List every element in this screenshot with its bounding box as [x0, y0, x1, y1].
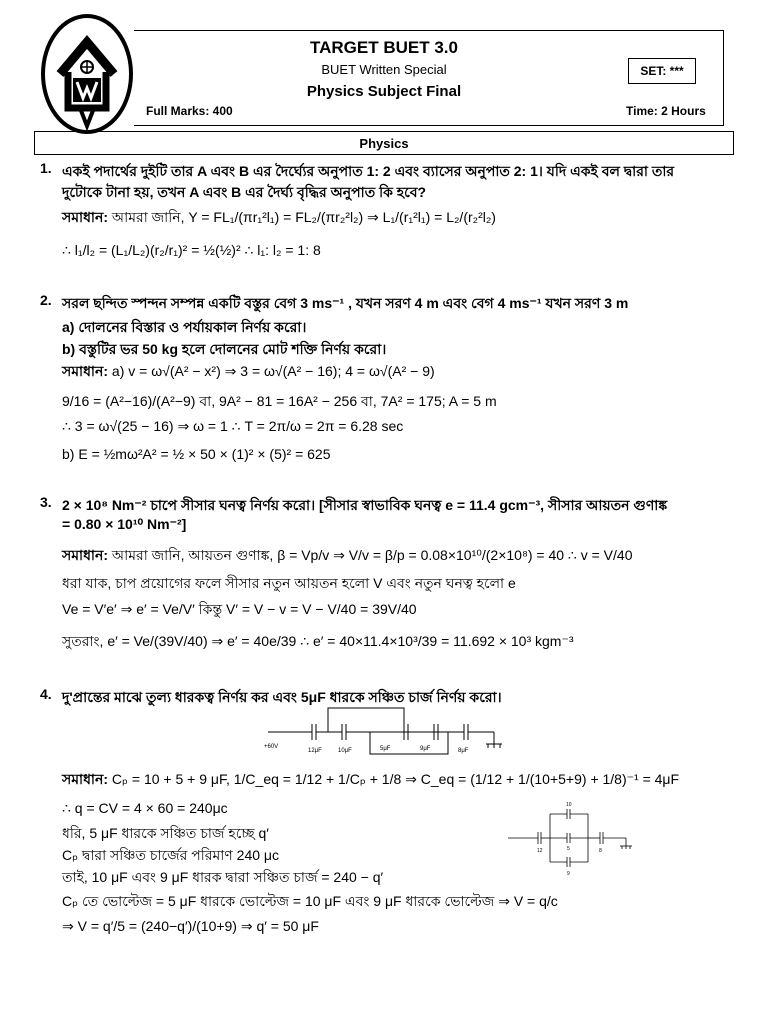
- q4-solution3: ধরি, 5 μF ধারকে সঞ্চিত চার্জ হচ্ছে q′: [62, 825, 269, 841]
- q2-sol-label: সমাধান:: [62, 363, 109, 379]
- circuit-c12-label: 12μF: [308, 748, 322, 754]
- section-title: Physics: [34, 131, 734, 155]
- q2-solution1: [62, 360, 435, 384]
- q4-solution5: তাই, 10 μF এবং 9 μF ধারক দ্বারা সঞ্চিত চার্জ = 240 − q′: [62, 869, 384, 885]
- q4-number: 4.: [40, 686, 52, 702]
- time: Time: 2 Hours: [626, 104, 706, 118]
- q4-sol-label: সমাধান:: [62, 771, 109, 787]
- q4-solution2: ∴ q = CV = 4 × 60 = 240μc: [62, 800, 228, 816]
- q1-solution2: ∴ l₁/l₂ = (L₁/L₂)(r₂/r₁)² = ½(½)² ∴ l₁: l₂ = 1: 8: [62, 242, 321, 258]
- q1-number: 1.: [40, 160, 52, 176]
- small-circuit-top-label: 10: [566, 802, 572, 808]
- q4-solution4: Cₚ দ্বারা সঞ্চিত চার্জের পরিমাণ 240 μc: [62, 847, 279, 863]
- q2-solution3: ∴ 3 = ω√(25 − 16) ⇒ ω = 1 ∴ T = 2π/ω = 2π = 6.28 sec: [62, 418, 404, 434]
- q3-solution2: ধরা যাক, চাপ প্রয়োগের ফলে সীসার নতুন আয়তন হলো V এবং নতুন ঘনত্ব হলো e: [62, 575, 516, 591]
- small-circuit-right-label: 8: [599, 848, 602, 854]
- set-box: SET: ***: [628, 58, 696, 84]
- q4-circuit: [258, 704, 518, 767]
- circuit-c9-label: 9μF: [420, 746, 431, 752]
- q3-sol-text: আমরা জানি, আয়তন গুণাঙ্ক, β = Vp/v ⇒ V/v = β/p = 0.08×10¹⁰/(2×10⁸) = 40 ∴ v = V/40: [108, 547, 633, 563]
- full-marks: Full Marks: 400: [146, 104, 233, 118]
- header-subtitle: BUET Written Special: [321, 62, 447, 77]
- q2-number: 2.: [40, 292, 52, 308]
- q1-sol-label: সমাধান:: [62, 209, 109, 225]
- header-title: TARGET BUET 3.0: [310, 38, 458, 57]
- circuit-c8-label: 8μF: [458, 748, 469, 754]
- small-circuit-mid-label: 5: [567, 846, 570, 852]
- q2-solution4: b) E = ½mω²A² = ½ × 50 × (1)² × (5)² = 625: [62, 446, 331, 462]
- q1-sol-text: আমরা জানি, Y = FL₁/(πr₁²l₁) = FL₂/(πr₂²l₂) ⇒ L₁/(r₁²l₁) = L₂/(r₂²l₂): [108, 209, 496, 225]
- q4-solution7: ⇒ V = q′/5 = (240−q′)/(10+9) ⇒ q′ = 50 μF: [62, 918, 319, 934]
- q1-line2: দুটোকে টানা হয়, তখন A এবং B এর দৈর্ঘ্য বৃদ্ধির অনুপাত কি হবে?: [62, 184, 427, 200]
- q3-solution4: সুতরাং, e′ = Ve/(39V/40) ⇒ e′ = 40e/39 ∴ e′ = 40×11.4×10³/39 = 11.692 × 10³ kgm⁻³: [62, 633, 574, 649]
- header-exam: Physics Subject Final: [306, 83, 462, 100]
- q2-line3: b) বস্তুটির ভর 50 kg হলে দোলনের মোট শক্তি নির্ণয় করো।: [62, 341, 387, 357]
- q3-line2: = 0.80 × 10¹⁰ Nm⁻²]: [62, 516, 187, 532]
- q4-line1: দু'প্রান্তের মাঝে তুল্য ধারকত্ব নির্ণয় কর এবং 5μF ধারকে সঞ্চিত চার্জ নির্ণয় করো।: [62, 689, 502, 705]
- q4-solution1: [62, 768, 679, 792]
- q3-line1: 2 × 10⁸ Nm⁻² চাপে সীসার ঘনত্ব নির্ণয় করো। [সীসার স্বাভাবিক ঘনত্ব e = 11.4 gcm⁻³, সীসার আয়তন গুণাঙ্ক: [62, 497, 668, 513]
- q2-sol-text: a) v = ω√(A² − x²) ⇒ 3 = ω√(A² − 16); 4 = ω√(A² − 9): [108, 363, 435, 379]
- q2-solution2: 9/16 = (A²−16)/(A²−9) বা, 9A² − 81 = 16A² − 256 বা, 7A² = 175; A = 5 m: [62, 393, 497, 409]
- q3-number: 3.: [40, 494, 52, 510]
- q4-sol-text: Cₚ = 10 + 5 + 9 μF, 1/C_eq = 1/12 + 1/Cₚ + 1/8 ⇒ C_eq = (1/12 + 1/(10+5+9) + 1/8)⁻¹ = 4μF: [108, 771, 680, 787]
- circuit-voltage-label: +60V: [264, 744, 279, 750]
- q3-solution3: Ve = V′e′ ⇒ e′ = Ve/V′ কিন্তু V′ = V − v = V − V/40 = 39V/40: [62, 601, 417, 617]
- q3-solution1: [62, 544, 632, 568]
- q3-sol-label: সমাধান:: [62, 547, 109, 563]
- q4-small-circuit: [504, 800, 638, 881]
- circuit-c5-label: 5μF: [380, 746, 391, 752]
- q2-line1: সরল ছন্দিত স্পন্দন সম্পন্ন একটি বস্তুর বেগ 3 ms⁻¹ , যখন সরণ 4 m এবং বেগ 4 ms⁻¹ যখন সরণ 3 m: [62, 295, 629, 311]
- q4-solution6: Cₚ তে ভোল্টেজ = 5 μF ধারকে ভোল্টেজ = 10 μF এবং 9 μF ধারকে ভোল্টেজ ⇒ V = q/c: [62, 893, 558, 909]
- q1-line1: একই পদার্থের দুইটি তার A এবং B এর দৈর্ঘ্যের অনুপাত 1: 2 এবং ব্যাসের অনুপাত 2: 1। যদি একই বল দ্বারা তার: [62, 163, 675, 179]
- circuit-c10-label: 10μF: [338, 748, 352, 754]
- small-circuit-left-label: 12: [537, 848, 543, 854]
- q2-line2: a) দোলনের বিস্তার ও পর্যায়কাল নির্ণয় করো।: [62, 319, 307, 335]
- q1-solution1: [62, 206, 496, 230]
- small-circuit-bottom-label: 9: [567, 871, 570, 876]
